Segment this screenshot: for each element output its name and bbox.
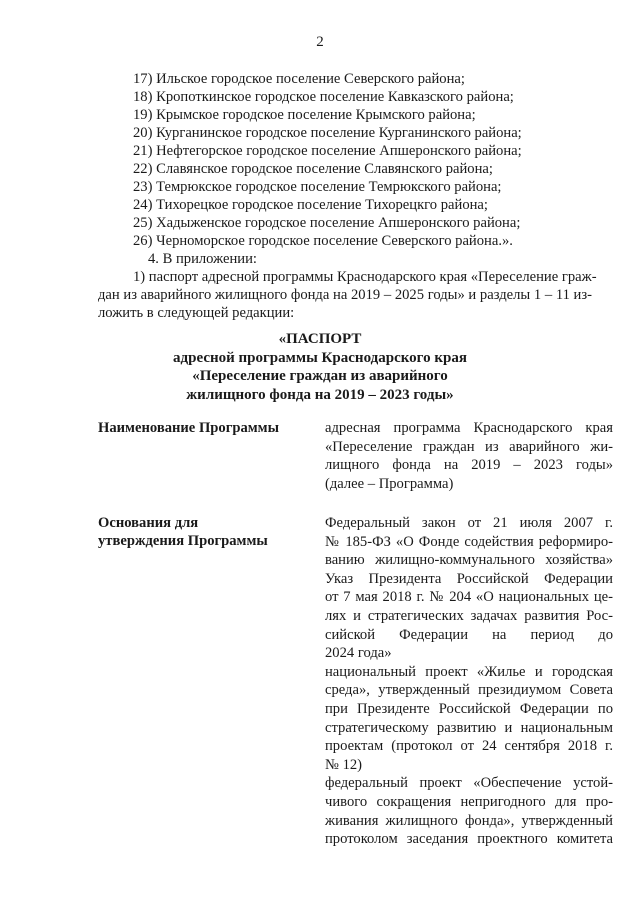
value-line: протоколом заседания проектного комитета (325, 831, 613, 848)
list-item: 17) Ильское городское поселение Северского района; (133, 71, 465, 87)
list-item: 25) Хадыженское городское поселение Апшеронского района; (133, 215, 521, 231)
value-line: федеральный проект «Обеспечение устой- (325, 775, 613, 792)
value-line: Указ Президента Российской Федерации (325, 570, 613, 587)
page-number: 2 (316, 34, 324, 50)
value-line: сийской Федерации на период до (325, 626, 613, 643)
value-line: среда», утвержденный президиумом Совета (325, 682, 613, 699)
item-4-sub-line: 1) паспорт адресной программы Краснодарского края «Переселение граж- (133, 269, 597, 285)
row-value-grounds (325, 514, 613, 849)
value-line: 2024 года» (325, 645, 392, 662)
value-line: проектам (протокол от 24 сентября 2018 г. (325, 738, 613, 755)
list-item: 26) Черноморское городское поселение Северского района.». (133, 233, 513, 249)
value-line: лях и стратегических задачах развития Рос- (325, 607, 613, 624)
list-item: 22) Славянское городское поселение Славянского района; (133, 161, 493, 177)
list-item: 20) Курганинское городское поселение Курганинского района; (133, 125, 522, 141)
value-line: ванию жилищно-коммунального хозяйства» (325, 552, 613, 569)
list-item: 21) Нефтегорское городское поселение Апшеронского района; (133, 143, 522, 159)
item-4-sub-line: дан из аварийного жилищного фонда на 2019 – 2025 годы» и разделы 1 – 11 из- (98, 287, 592, 303)
list-item: 19) Крымское городское поселение Крымского района; (133, 107, 476, 123)
value-line: «Переселение граждан из аварийного жи- (325, 438, 613, 455)
value-line: живания жилищного фонда», утвержденный (325, 812, 613, 829)
value-line: № 12) (325, 756, 363, 773)
passport-title-line: «ПАСПОРТ (278, 331, 362, 347)
value-line: чивого сокращения непригодного для про- (325, 793, 613, 810)
value-line: адресная программа Краснодарского края (325, 420, 613, 436)
list-item: 23) Темрюкское городское поселение Темрюкского района; (133, 179, 502, 195)
passport-title-line: адресной программы Краснодарского края (173, 349, 467, 366)
row-label-grounds: утверждения Программы (98, 533, 268, 549)
passport-title (0, 330, 640, 404)
value-line: Федеральный закон от 21 июля 2007 г. (325, 515, 613, 531)
list-item: 24) Тихорецкое городское поселение Тихорецкго района; (133, 197, 488, 213)
value-line: при Президенте Российской Федерации по (325, 700, 613, 717)
row-label-grounds: Основания для (98, 515, 199, 531)
item-4-heading: 4. В приложении: (148, 251, 257, 267)
value-line: (далее – Программа) (325, 475, 454, 492)
value-line: от 7 мая 2018 г. № 204 «О национальных це- (325, 589, 613, 606)
passport-title-line: «Переселение граждан из аварийного (192, 368, 448, 384)
value-line: стратегическому развитию и национальным (325, 719, 613, 736)
row-value-program-name (325, 419, 613, 493)
list-item: 18) Кропоткинское городское поселение Кавказского района; (133, 89, 514, 105)
value-line: № 185-ФЗ «О Фонде содействия реформиро- (325, 533, 613, 550)
row-label-program-name: Наименование Программы (98, 420, 280, 436)
passport-title-line: жилищного фонда на 2019 – 2023 годы» (186, 386, 454, 403)
value-line: лищного фонда на 2019 – 2023 годы» (325, 457, 613, 474)
value-line: национальный проект «Жилье и городская (325, 663, 613, 680)
item-4-sub-line: ложить в следующей редакции: (98, 305, 295, 321)
